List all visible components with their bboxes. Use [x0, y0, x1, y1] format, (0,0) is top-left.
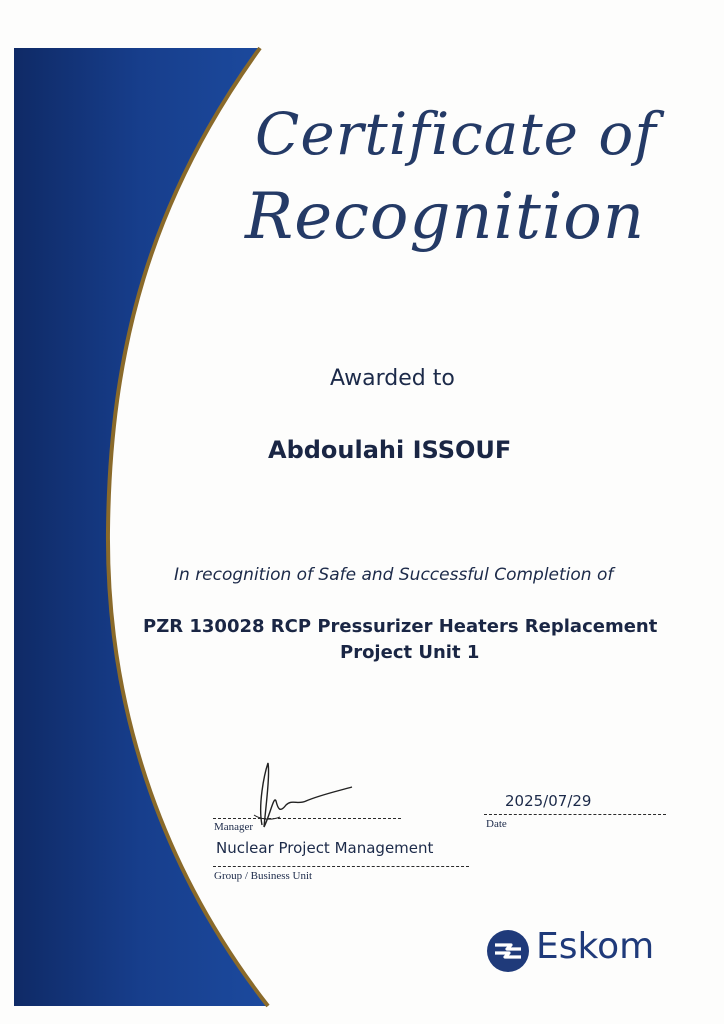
project-title-line1: PZR 130028 RCP Pressurizer Heaters Replacement — [143, 616, 658, 637]
manager-signature — [240, 755, 360, 835]
eskom-logo-icon — [485, 928, 531, 974]
manager-label: Manager — [214, 821, 254, 833]
project-title-line2: Project Unit 1 — [340, 642, 480, 663]
group-line — [213, 866, 469, 867]
certificate-title-line1: Certificate of — [255, 100, 657, 168]
date-value: 2025/07/29 — [505, 792, 592, 810]
recipient-name: Abdoulahi ISSOUF — [268, 436, 512, 464]
certificate-title-line2: Recognition — [245, 180, 646, 254]
manager-signature-line — [213, 818, 401, 819]
eskom-logo-text: Eskom — [536, 926, 655, 967]
awarded-label: Awarded to — [330, 366, 455, 391]
recognition-line: In recognition of Safe and Successful Completion of — [174, 565, 614, 585]
date-line — [484, 814, 666, 815]
date-label: Date — [486, 818, 507, 830]
group-value: Nuclear Project Management — [216, 839, 434, 857]
group-label: Group / Business Unit — [214, 870, 313, 882]
